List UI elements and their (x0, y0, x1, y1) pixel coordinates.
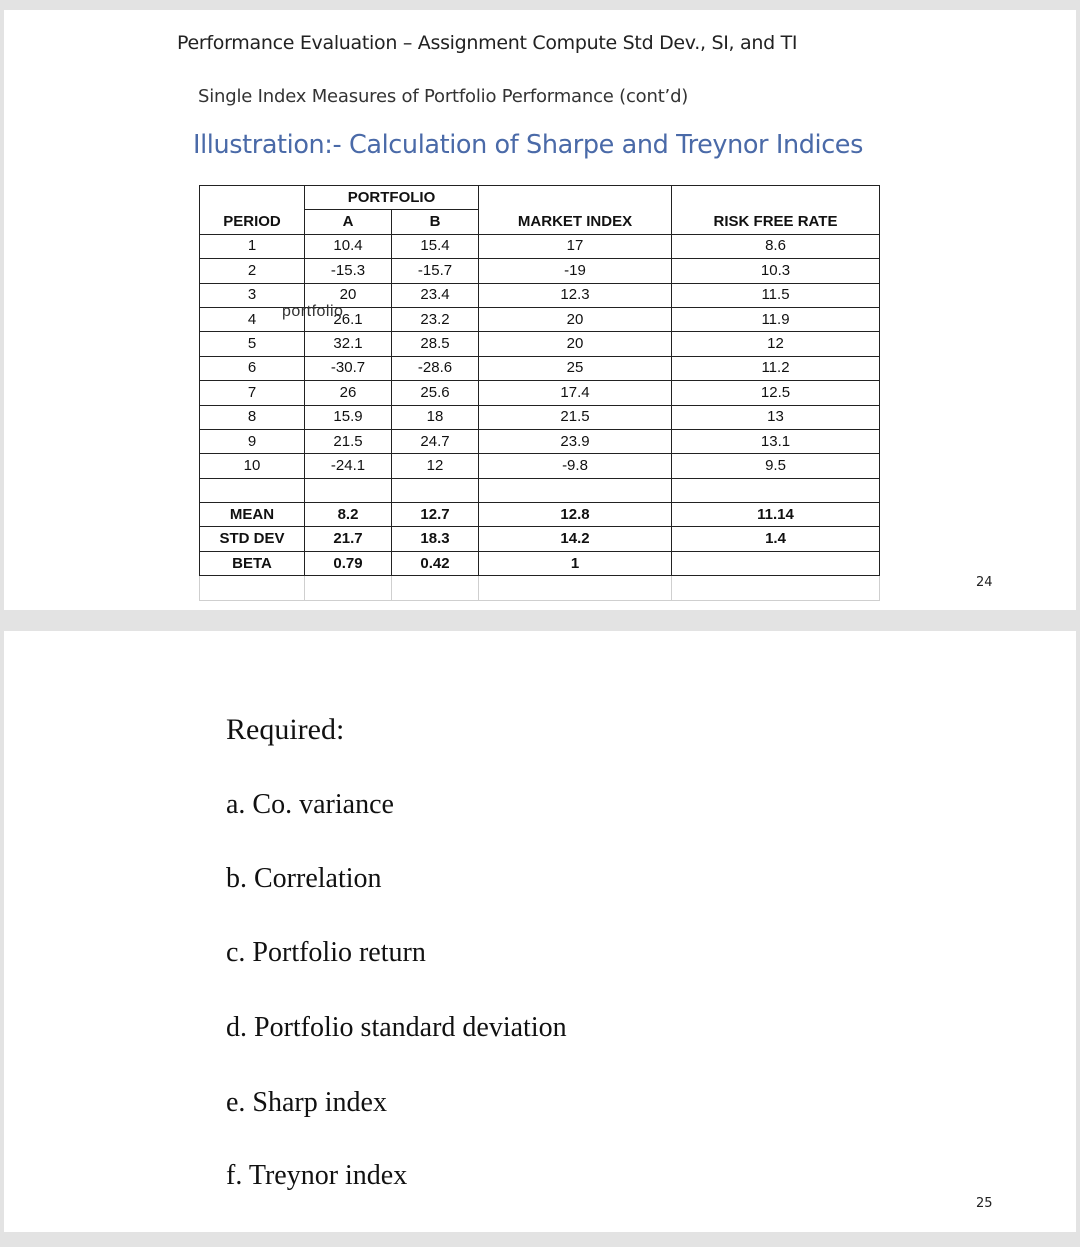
cell: 0.79 (305, 551, 392, 575)
cell: -30.7 (305, 356, 392, 380)
period-header-top (200, 186, 305, 210)
cell: 32.1 (305, 332, 392, 356)
slide-page-25 (4, 631, 1076, 1232)
cell (672, 551, 880, 575)
illustration-title: Illustration:- Calculation of Sharpe and Treynor Indices (193, 130, 863, 160)
header-a: A (305, 210, 392, 234)
cell: -15.3 (305, 259, 392, 283)
stats-row-beta (200, 551, 880, 575)
cell (305, 576, 392, 600)
header-b: B (392, 210, 479, 234)
cell: -15.7 (392, 259, 479, 283)
cell (392, 478, 479, 502)
page-number: 24 (976, 575, 993, 590)
cell: -19 (479, 259, 672, 283)
required-item: a. Co. variance (226, 789, 394, 820)
cell: 1.4 (672, 527, 880, 551)
cell: 20 (479, 307, 672, 331)
cell: 24.7 (392, 429, 479, 453)
table-row (200, 429, 880, 453)
cell: 6 (200, 356, 305, 380)
stats-row-mean (200, 503, 880, 527)
cell: 14.2 (479, 527, 672, 551)
cell: 10.4 (305, 234, 392, 258)
cell: 18 (392, 405, 479, 429)
cell: 13 (672, 405, 880, 429)
table-row (200, 356, 880, 380)
cell: MEAN (200, 503, 305, 527)
cell: 26 (305, 381, 392, 405)
cell: 9 (200, 429, 305, 453)
cell: 18.3 (392, 527, 479, 551)
cell: 21.5 (479, 405, 672, 429)
slide-subtitle: Single Index Measures of Portfolio Performance (cont’d) (198, 86, 689, 107)
spacer-row (200, 478, 880, 502)
cell: 23.2 (392, 307, 479, 331)
cell (479, 576, 672, 600)
slide-heading: Performance Evaluation – Assignment Compute Std Dev., SI, and TI (177, 32, 798, 54)
slide-page-24 (4, 10, 1076, 610)
cell: 12 (392, 454, 479, 478)
table-row (200, 234, 880, 258)
cell: BETA (200, 551, 305, 575)
cell: 23.9 (479, 429, 672, 453)
cell: -28.6 (392, 356, 479, 380)
empty-row (200, 576, 880, 600)
cell: -24.1 (305, 454, 392, 478)
cell: 15.9 (305, 405, 392, 429)
cell: STD DEV (200, 527, 305, 551)
cell: 0.42 (392, 551, 479, 575)
cell: 1 (200, 234, 305, 258)
cell: 12.3 (479, 283, 672, 307)
header-market-index: MARKET INDEX (479, 210, 672, 234)
riskfree-header-top (672, 186, 880, 210)
required-item: c. Portfolio return (226, 937, 426, 968)
cell: 25 (479, 356, 672, 380)
cell: 11.5 (672, 283, 880, 307)
required-item: e. Sharp index (226, 1087, 387, 1118)
market-header-top (479, 186, 672, 210)
cell: 26.1 (305, 307, 392, 331)
overlay-portfolio-text: portfolio (282, 303, 344, 320)
cell: 12.5 (672, 381, 880, 405)
table-row (200, 332, 880, 356)
table-row (200, 381, 880, 405)
cell: 10.3 (672, 259, 880, 283)
cell: 9.5 (672, 454, 880, 478)
cell: 28.5 (392, 332, 479, 356)
cell: 7 (200, 381, 305, 405)
cell: 3 (200, 283, 305, 307)
cell: 12.7 (392, 503, 479, 527)
required-item: b. Correlation (226, 863, 382, 894)
cell: 17.4 (479, 381, 672, 405)
cell: 21.7 (305, 527, 392, 551)
cell: 20 (479, 332, 672, 356)
cell (672, 576, 880, 600)
page-number: 25 (976, 1196, 993, 1211)
header-risk-free-rate: RISK FREE RATE (672, 210, 880, 234)
required-item: d. Portfolio standard deviation (226, 1012, 567, 1043)
cell: 8.6 (672, 234, 880, 258)
cell: 5 (200, 332, 305, 356)
cell (200, 576, 305, 600)
cell: 1 (479, 551, 672, 575)
cell: 21.5 (305, 429, 392, 453)
cell: 11.14 (672, 503, 880, 527)
required-item: f. Treynor index (226, 1160, 408, 1191)
cell (672, 478, 880, 502)
cell: 13.1 (672, 429, 880, 453)
returns-table (199, 185, 880, 601)
cell (479, 478, 672, 502)
portfolio-group-header: PORTFOLIO (305, 186, 479, 210)
cell: 8 (200, 405, 305, 429)
table-row (200, 454, 880, 478)
cell: 17 (479, 234, 672, 258)
cell: 4 (200, 307, 305, 331)
stats-row-std-dev (200, 527, 880, 551)
table-row (200, 405, 880, 429)
cell (392, 576, 479, 600)
cell: 12.8 (479, 503, 672, 527)
cell: 10 (200, 454, 305, 478)
required-heading: Required: (226, 713, 345, 746)
cell: -9.8 (479, 454, 672, 478)
cell: 25.6 (392, 381, 479, 405)
cell: 11.9 (672, 307, 880, 331)
cell: 20 (305, 283, 392, 307)
table-row (200, 259, 880, 283)
cell: 12 (672, 332, 880, 356)
header-period: PERIOD (200, 210, 305, 234)
cell: 15.4 (392, 234, 479, 258)
cell: 8.2 (305, 503, 392, 527)
cell (305, 478, 392, 502)
cell (200, 478, 305, 502)
cell: 11.2 (672, 356, 880, 380)
cell: 2 (200, 259, 305, 283)
cell: 23.4 (392, 283, 479, 307)
